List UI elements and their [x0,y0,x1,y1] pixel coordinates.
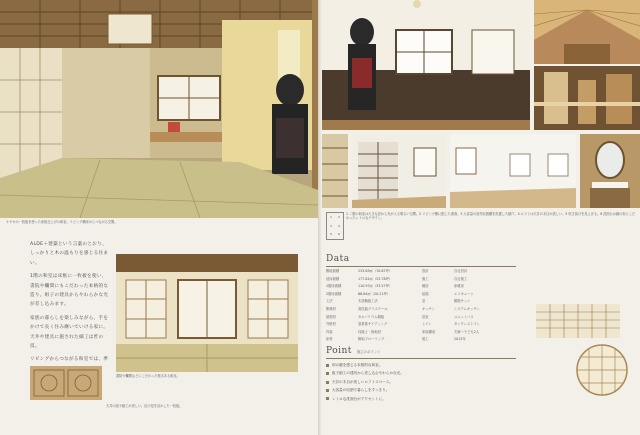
data-row: 暖房 床暖房 [422,284,464,289]
data-row: キッチン システムキッチン [422,306,480,311]
body-paragraph: 家族の暮らしを楽しみながら、手をかけて長く住み継いでいける家に。天井や建具に施された細工は匠の技。 [30,315,109,350]
bullet-icon [326,381,329,384]
photo-main-japanese-room [0,0,318,218]
caption-photo-details: 1 二階の和室は大きな窓から光が入る明るい空間。2 リビング横に配した書斎。3 大容量の造作収納棚を設置した納戸。4 ロフトは天井の木目が美しい。5 吹き抜けを見上げる。6 洗面台は鏡の形にこだわったレトロなデザイン。 [346,212,636,221]
data-row: 外壁材 窯業系サイディング [326,322,388,327]
photo-number: 3 [330,223,332,228]
data-row: トイレ タンクレストイレ [422,322,481,327]
photo-loft-ceiling [534,0,640,64]
caption-ceiling: 天井の組子細工が美しい。匠の技を活かした一枚板。 [106,404,183,408]
data-row: 設計 自社設計 [422,269,468,273]
page-gutter [318,0,322,435]
point-item: 組子細工の建具から差し込むやわらかな光。 [326,369,526,377]
data-row: 窓 樹脂サッシ [422,299,471,304]
data-row: 給湯 エコキュート [422,291,474,296]
tatami-room-illustration [116,254,298,372]
data-row: 断熱材 高性能グラスウール [326,306,388,311]
point-item: レトロな洗面台がアクセントに。 [326,395,526,403]
photo-stairwell [534,66,640,130]
body-paragraph: 1階の和室は床框に一枚板を使い、書院や欄間にもこだわった本格的な造り。組子の建具からやわらかな光が差し込みます。 [30,274,109,308]
washroom-illustration [580,134,640,208]
main-room-illustration [0,0,318,218]
data-list-left [326,268,416,344]
bedroom-illustration [450,134,576,208]
data-row: 工法 木造軸組工法 [326,299,378,304]
photo-number: 2 [338,215,340,219]
data-row: 竣工 2013年 [422,337,466,342]
point-subtitle: 施主のポイント [356,350,381,354]
shoji-window-illustration [536,304,620,338]
data-row: 屋根材 ガルバリウム鋼板 [326,314,385,319]
round-window-illustration [576,344,628,396]
body-paragraph: ALDE＋建築という言葉のとおり、しっかりと木の温もりを感じる住まい。 [30,242,109,266]
point-item: 和の趣を感じる本格的な和室。 [326,361,526,369]
body-paragraph: リビングからつながる和室では、季 [30,357,109,363]
photo-round-window [576,344,628,396]
photo-number: 6 [338,232,340,237]
data-row: 施工 自社施工 [422,276,468,281]
photo-tatami-room [116,254,298,372]
data-row: 延床面積 177.81㎡（53.78坪） [326,276,393,281]
caption-tatami-room: 書院や欄間などにこだわった格式ある和室。 [116,374,180,378]
photo-shoji-window [536,304,620,338]
stairwell-illustration [534,66,640,130]
data-list-right [422,268,516,344]
photo-armor-room [322,0,530,130]
data-title: Data [326,254,350,264]
point-list [326,361,526,403]
armor-room-illustration [322,0,530,130]
data-row: 2階床面積 66.84㎡（20.21坪） [326,291,391,296]
point-item: 天井の木目が美しいロフトスペース。 [326,378,526,386]
data-row: 家族構成 夫婦＋子ども2人 [422,329,480,334]
photo-washroom-mirror [580,134,640,208]
photo-shelving [322,134,348,208]
photo-bedroom [450,134,576,208]
data-row: 敷地面積 233.63㎡（70.67坪） [326,269,393,273]
photo-ceiling-detail [30,366,102,400]
point-item: 大容量の収納で暮らしをすっきり。 [326,386,526,394]
photo-number-key [326,212,344,240]
bullet-icon [326,397,329,400]
bullet-icon [326,364,329,367]
point-title-rule [326,358,516,359]
storage-room-illustration [352,134,446,208]
shelving-edge-illustration [322,134,348,208]
ceiling-carving-illustration [30,366,102,400]
photo-storage-room [352,134,446,208]
data-row: 内装 珪藻土・無垢材 [326,329,382,334]
data-row: 浴室 ユニットバス [422,314,474,319]
photo-number: 1 [330,215,332,219]
bullet-icon [326,372,329,375]
photo-number: 4 [338,223,340,228]
point-title: Point [326,346,352,356]
point-heading [326,346,381,356]
photo-number: 5 [330,232,332,237]
data-title-rule [326,266,516,267]
bullet-icon [326,389,329,392]
data-row: 1階床面積 110.97㎡（33.57坪） [326,284,393,289]
loft-illustration [534,0,640,64]
article-body [30,240,110,374]
caption-main-room: ケヤキの一枚板を使った床框仕上げの和室。リビング横床からつながる空間。 [6,220,118,224]
data-row: 床材 無垢フローリング [326,337,385,342]
